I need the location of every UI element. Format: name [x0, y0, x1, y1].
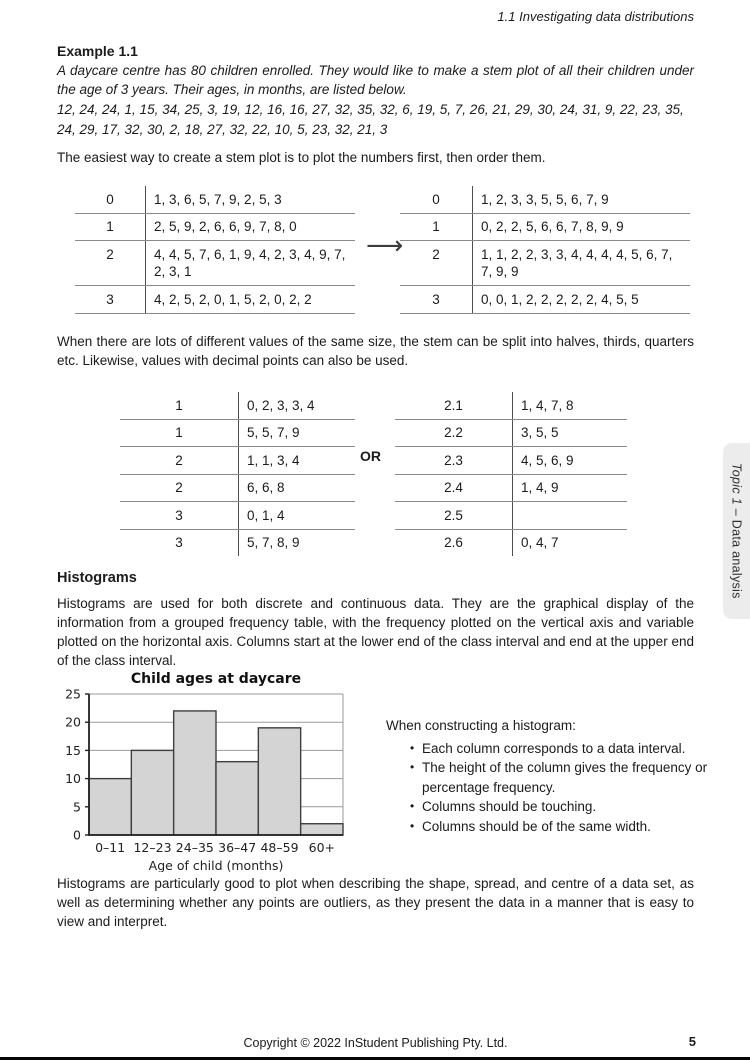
stem-row — [120, 474, 355, 502]
stem-plot-decimals — [395, 392, 627, 556]
svg-text:0: 0 — [73, 827, 81, 843]
data-values-line-2: 24, 29, 17, 32, 30, 2, 18, 27, 32, 22, 10, 5, 23, 32, 21, 3 — [57, 122, 388, 137]
data-values-list — [57, 100, 694, 140]
leaf-values: 4, 5, 6, 9 — [521, 452, 574, 468]
stem-plot-ordered — [400, 186, 690, 314]
svg-text:60+: 60+ — [308, 840, 336, 855]
construction-notes — [386, 716, 718, 836]
stem-row — [400, 214, 690, 242]
leaf-values: 2, 5, 9, 2, 6, 6, 9, 7, 8, 0 — [154, 219, 297, 234]
stem-value: 2 — [400, 241, 473, 285]
svg-text:Age of child (months): Age of child (months) — [148, 858, 284, 872]
stem-row — [120, 392, 355, 419]
stem-value: 2.1 — [395, 392, 513, 419]
stem-row — [75, 186, 355, 214]
leaf-values: 5, 7, 8, 9 — [247, 535, 300, 550]
page-number: 5 — [688, 1034, 696, 1049]
example-title: Example 1.1 — [57, 43, 138, 59]
leaf-values: 0, 2, 3, 3, 4 — [247, 397, 315, 413]
bullet-item: • Each column corresponds to a data interval. — [410, 739, 718, 759]
svg-text:0–11: 0–11 — [95, 840, 126, 855]
topic-title: – Data analysis — [729, 505, 744, 599]
histogram-svg — [60, 666, 370, 872]
leaf-values: 1, 2, 3, 3, 5, 5, 6, 7, 9 — [481, 191, 609, 207]
or-label: OR — [360, 448, 381, 464]
stem-plot-unordered — [75, 186, 355, 314]
bullet-item: • The height of the column gives the frequency or percentage frequency. — [410, 758, 718, 797]
leaf-values: 1, 3, 6, 5, 7, 9, 2, 5, 3 — [154, 191, 282, 207]
stem-row — [120, 529, 355, 557]
stem-value: 3 — [75, 286, 146, 313]
stem-row — [395, 419, 627, 447]
svg-text:10: 10 — [65, 771, 81, 787]
stem-value: 1 — [400, 214, 473, 241]
leaf-values: 1, 4, 9 — [521, 480, 559, 495]
stem-value: 3 — [120, 502, 239, 529]
leaf-values: 1, 1, 3, 4 — [247, 452, 300, 468]
leaf-values: 0, 0, 1, 2, 2, 2, 2, 2, 4, 5, 5 — [481, 291, 639, 307]
stem-value: 2.3 — [395, 447, 513, 474]
leaf-values — [513, 502, 627, 529]
stem-value: 1 — [120, 392, 239, 419]
stem-value: 2.6 — [395, 530, 513, 557]
topic-sidebar-tab — [723, 443, 750, 619]
leaf-values: 5, 5, 7, 9 — [247, 425, 300, 440]
example-description: A daycare centre has 80 children enrolled. They would like to make a stem plot of all their children under the age of 3 years. Their ages, in months, are listed below. — [57, 63, 694, 97]
leaf-values: 1, 1, 2, 2, 3, 3, 4, 4, 4, 4, 5, 6, 7, 7, 9, 9 — [481, 246, 673, 279]
histograms-heading: Histograms — [57, 570, 137, 586]
histogram-chart — [60, 666, 370, 872]
split-stem-note: When there are lots of different values of the same size, the stem can be split into halves, thirds, quarters etc. Likewise, values with decimal points can also be used. — [57, 334, 694, 368]
topic-sidebar-label — [730, 463, 744, 599]
leaf-values: 4, 4, 5, 7, 6, 1, 9, 4, 2, 3, 4, 9, 7, 2, 3, 1 — [154, 246, 346, 279]
stem-row — [120, 446, 355, 474]
page-header: 1.1 Investigating data distributions — [497, 9, 694, 24]
stem-value: 1 — [120, 420, 239, 447]
stem-row — [395, 474, 627, 502]
stem-row — [395, 501, 627, 529]
stem-value: 2 — [120, 475, 239, 502]
leaf-values: 1, 4, 7, 8 — [521, 397, 574, 413]
histograms-intro: Histograms are used for both discrete and continuous data. They are the graphical display of the information from a grouped frequency table, with the frequency plotted on the vertical axis and variable plotted on the horizontal axis. Columns start at the lower end of the class interval and end at the upper end of the class interval. — [57, 596, 694, 668]
svg-text:5: 5 — [73, 799, 81, 815]
stem-value: 1 — [75, 214, 146, 241]
stem-row — [75, 241, 355, 286]
stem-value: 2.2 — [395, 420, 513, 447]
stem-value: 2 — [120, 447, 239, 474]
svg-text:24–35: 24–35 — [175, 840, 214, 855]
svg-text:48–59: 48–59 — [260, 840, 299, 855]
svg-text:15: 15 — [65, 742, 81, 758]
bullet-item: • Columns should be of the same width. — [410, 817, 718, 837]
stem-value: 0 — [400, 186, 473, 213]
stem-value: 3 — [400, 286, 473, 313]
stem-row — [395, 446, 627, 474]
svg-text:Child ages at daycare: Child ages at daycare — [130, 671, 302, 687]
stem-row — [120, 419, 355, 447]
bullet-item: • Columns should be touching. — [410, 797, 718, 817]
stem-row — [395, 392, 627, 419]
construction-intro: When constructing a histogram: — [386, 718, 576, 733]
svg-text:12–23: 12–23 — [133, 840, 172, 855]
leaf-values: 3, 5, 5 — [521, 425, 559, 440]
stem-row — [75, 286, 355, 314]
method-note: The easiest way to create a stem plot is to plot the numbers first, then order them. — [57, 150, 546, 165]
stem-row — [400, 186, 690, 214]
footer-copyright: Copyright © 2022 InStudent Publishing Pty. Ltd. — [243, 1036, 508, 1050]
leaf-values: 6, 6, 8 — [247, 480, 285, 495]
svg-text:36–47: 36–47 — [218, 840, 257, 855]
stem-row — [400, 286, 690, 314]
stem-value: 0 — [75, 186, 146, 213]
stem-row — [400, 241, 690, 286]
leaf-values: 0, 1, 4 — [247, 507, 285, 523]
stem-value: 2.4 — [395, 475, 513, 502]
right-arrow-icon: ⟶ — [366, 231, 404, 261]
leaf-values: 0, 2, 2, 5, 6, 6, 7, 8, 9, 9 — [481, 219, 624, 234]
stem-value: 2 — [75, 241, 146, 285]
leaf-values: 4, 2, 5, 2, 0, 1, 5, 2, 0, 2, 2 — [154, 291, 312, 307]
stem-value: 3 — [120, 530, 239, 557]
stem-row — [75, 214, 355, 242]
stem-row — [395, 529, 627, 557]
svg-text:25: 25 — [65, 686, 81, 702]
topic-number: Topic 1 — [729, 463, 744, 506]
svg-text:20: 20 — [65, 714, 81, 730]
stem-value: 2.5 — [395, 502, 513, 529]
leaf-values: 0, 4, 7 — [521, 535, 559, 550]
stem-row — [120, 501, 355, 529]
construction-bullet-list — [386, 739, 718, 837]
data-values-line-1: 12, 24, 24, 1, 15, 34, 25, 3, 19, 12, 16, 16, 27, 32, 35, 32, 6, 19, 5, 7, 26, 21, 29, 30, 24, 31, 9, 22, 23, 35, — [57, 102, 684, 117]
histograms-outro: Histograms are particularly good to plot when describing the shape, spread, and centre of a data set, as well as determining whether any points are outliers, as they present the data in a manner that is easy to view and interpret. — [57, 876, 694, 929]
stem-plot-split-halves — [120, 392, 355, 556]
